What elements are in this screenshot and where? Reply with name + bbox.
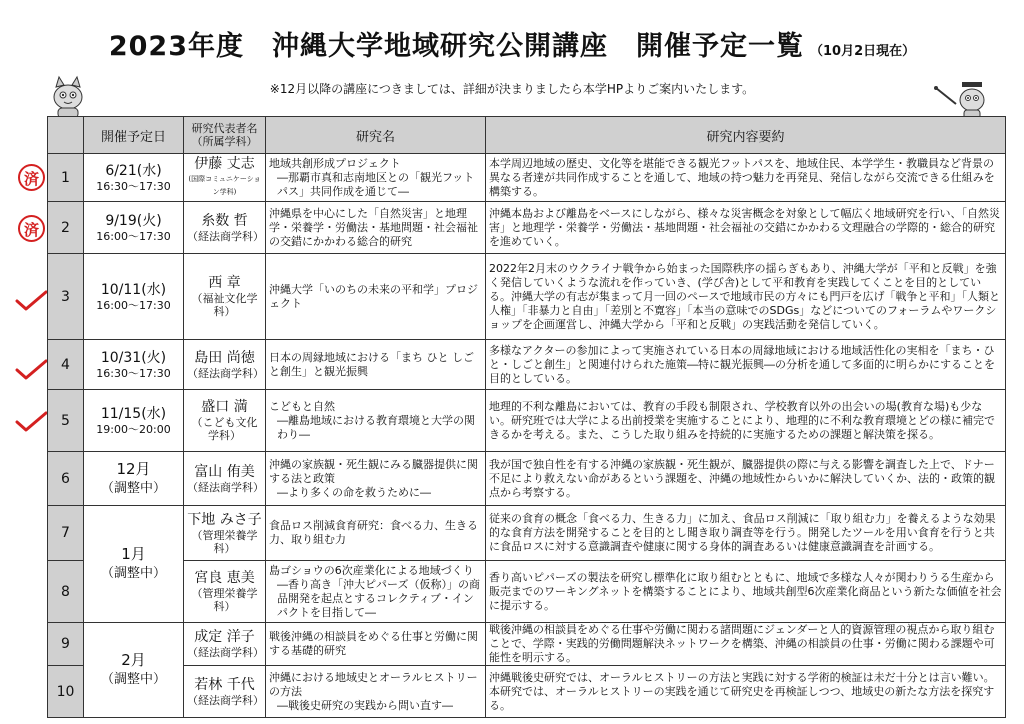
completed-mark-row-1 bbox=[14, 158, 48, 198]
row-number: 4 bbox=[48, 340, 84, 390]
header-rep-line1: 研究代表者名 bbox=[191, 122, 258, 135]
research-subtitle: ―那覇市真和志南地区との「観光フットパス」共同作成を通じて― bbox=[277, 170, 475, 198]
research-title: 沖縄大学「いのちの未来の平和学」プロジェクト bbox=[269, 282, 478, 310]
rep-name: 糸数 哲 bbox=[201, 212, 248, 229]
row-content: 我が国で独自性を有する沖縄の家族観・死生観が、臓器提供の際に与える影響を調査した上で、ドナー不足により救えない命があるという課題を、沖縄の地域性からいかに解決していくか、法的・政策的観点から考察する。 bbox=[486, 452, 1006, 506]
row-number: 3 bbox=[48, 254, 84, 340]
row-research bbox=[266, 202, 486, 254]
time-value: 16:30～17:30 bbox=[96, 179, 171, 193]
header-date: 開催予定日 bbox=[84, 117, 184, 154]
research-title: 日本の周縁地域における「まち ひと しごと創生」と観光振興 bbox=[269, 350, 474, 378]
row-date bbox=[84, 340, 184, 390]
rep-dept: （こども文化学科） bbox=[191, 416, 258, 442]
row-research bbox=[266, 506, 486, 561]
rep-dept: （経法商学科） bbox=[187, 693, 264, 707]
date-value: 10/31(火) bbox=[100, 349, 167, 366]
date-value: 6/21(水) bbox=[105, 162, 162, 179]
table-row bbox=[48, 623, 1006, 666]
research-title: 食品ロス削減食育研究：食べる力、生きる力、取り組む力 bbox=[269, 519, 478, 546]
row-research bbox=[266, 154, 486, 202]
date-value: 1月 bbox=[121, 545, 146, 563]
table-row bbox=[48, 666, 1006, 718]
research-title: 島ゴショウの6次産業化による地域づくり bbox=[269, 563, 474, 577]
row-content: 地理的不利な離島においては、教育の手段も制限され、学校教育以外の出会いの場(教育な場)も少ない。研究班では大学による出前授業を実施することにより、地理的に不利な教育環境とどの様に補完できるかを考える。また、こうした取り組みを持続的に実施するための課題と解決策を探る。 bbox=[486, 390, 1006, 452]
row-content: 戦後沖縄の相談員をめぐる仕事や労働に関わる諸問題にジェンダーと人的資源管理の視点から取り組むことで、学際・実践的労働問題解決ネットワークを構築、沖縄の相談員の仕事・労働に関わる課題や可能性を明示する。 bbox=[486, 623, 1006, 666]
row-date bbox=[84, 254, 184, 340]
row-research bbox=[266, 623, 486, 666]
check-mark-row-3 bbox=[14, 287, 48, 327]
row-number: 7 bbox=[48, 506, 84, 561]
row-research bbox=[266, 452, 486, 506]
header-content: 研究内容要約 bbox=[486, 117, 1006, 154]
rep-dept: （経法商学科） bbox=[187, 229, 264, 243]
time-value: 16:30～17:30 bbox=[96, 366, 171, 380]
date-note: （調整中） bbox=[100, 566, 166, 581]
rep-name: 若林 千代 bbox=[194, 676, 255, 693]
date-value: 2月 bbox=[121, 651, 146, 669]
rep-name: 富山 侑美 bbox=[194, 463, 255, 480]
rep-dept: （管理栄養学科） bbox=[191, 587, 258, 613]
row-content: 2022年2月末のウクライナ戦争から始まった国際秩序の揺らぎもあり、沖縄大学が「平和と反戦」を強く発信していくような流れを作っていき、(学び舎)として平和教育を実践してくことを目的としている。沖縄大学の有志が集まって月一回のペースで地域市民の方々にも門戸を広げ「戦争と平和」「人類と人権」「非暴力と自由」「差別と不寛容」「本当の意味でのSDGs」などについてのフォーラムやワークショップを企画運営し、沖縄大学から「平和と反戦」の実践活動を発信していく。 bbox=[486, 254, 1006, 340]
merged-date-january bbox=[84, 506, 184, 623]
notice-text: ※12月以降の講座につきましては、詳細が決まりましたら本学HPよりご案内いたします。 bbox=[269, 82, 755, 96]
rep-dept: （福祉文化学科） bbox=[191, 292, 258, 318]
row-content: 沖縄戦後史研究では、オーラルヒストリーの方法と実践に対する学術的検証は未だ十分とは言い難い。本研究では、オーラルヒストリーの実践を通じて研究史を再検証しつつ、地域史の新たな方法を探究する。 bbox=[486, 666, 1006, 718]
table-row bbox=[48, 390, 1006, 452]
rep-name: 伊藤 丈志 bbox=[194, 156, 255, 172]
row-number: 6 bbox=[48, 452, 84, 506]
rep-name: 下地 みさ子 bbox=[187, 511, 262, 528]
row-content: 従来の食育の概念「食べる力、生きる力」に加え、食品ロス削減に「取り組む力」を養えるような効果的な食育方法を開発することを目的とし聞き取り調査等を行う。開発したツールを用い食育を行うと共に食品ロスに対する意識調査や健康に関する身体的調査あるいは健康意識調査を計画する。 bbox=[486, 506, 1006, 561]
row-content: 本学周辺地域の歴史、文化等を堪能できる観光フットパスを、地域住民、本学学生・教職員など背景の異なる者達が共同作成することを通して、地域の持つ魅力を再発見、発信しながら交流できる仕組みを構築する。 bbox=[486, 154, 1006, 202]
row-date bbox=[84, 452, 184, 506]
check-icon bbox=[14, 358, 48, 380]
header-number bbox=[48, 117, 84, 154]
research-title: 地域共創形成プロジェクト bbox=[269, 156, 401, 170]
row-content: 沖縄本島および離島をベースにしながら、様々な災害概念を対象として幅広く地域研究を行い、「自然災害」と地理学・栄養学・労働法・基地問題・社会福祉の交錯にかかわる文理融合の学際的・総合的研究を進めていく。 bbox=[486, 202, 1006, 254]
as-of-date: （10月2日現在） bbox=[810, 44, 916, 59]
check-mark-row-4 bbox=[14, 356, 48, 396]
done-stamp-icon: 済 bbox=[18, 215, 45, 242]
row-research bbox=[266, 561, 486, 623]
research-title: 沖縄県を中心にした「自然災害」と地理学・栄養学・労働法・基地問題・社会福祉の交錯にかかわる総合的研究 bbox=[269, 206, 478, 248]
row-representative bbox=[184, 340, 266, 390]
date-note: （調整中） bbox=[100, 672, 166, 687]
research-subtitle: ―戦後史研究の実践から問い直す― bbox=[277, 698, 453, 712]
date-value: 9/19(火) bbox=[105, 212, 162, 229]
rep-name: 宮良 恵美 bbox=[194, 570, 255, 586]
row-research bbox=[266, 340, 486, 390]
header-representative bbox=[184, 117, 266, 154]
row-representative bbox=[184, 202, 266, 254]
check-icon bbox=[14, 289, 48, 311]
table-row bbox=[48, 254, 1006, 340]
row-representative bbox=[184, 452, 266, 506]
row-number: 5 bbox=[48, 390, 84, 452]
completed-mark-row-2 bbox=[14, 207, 48, 247]
header-rep-line2: （所属学科） bbox=[191, 135, 258, 148]
research-subtitle: ―香り高き「沖大ピパーズ（仮称）」の商品開発を起点とするコレクティブ・インパクトを目指して― bbox=[277, 577, 480, 619]
row-representative bbox=[184, 254, 266, 340]
rep-name: 成定 洋子 bbox=[194, 629, 255, 645]
title-text: 2023年度 沖縄大学地域研究公開講座 開催予定一覧 bbox=[108, 31, 804, 62]
rep-dept: (国際コミュニケーション学科) bbox=[188, 175, 261, 196]
date-value: 12月 bbox=[116, 459, 151, 478]
page-title bbox=[0, 24, 1024, 63]
schedule-table bbox=[47, 116, 1006, 718]
date-note: （調整中） bbox=[100, 480, 166, 496]
table-row bbox=[48, 202, 1006, 254]
row-research bbox=[266, 666, 486, 718]
table-row bbox=[48, 340, 1006, 390]
row-representative bbox=[184, 666, 266, 718]
table-row bbox=[48, 452, 1006, 506]
time-value: 16:00～17:30 bbox=[96, 229, 171, 243]
row-representative bbox=[184, 390, 266, 452]
row-research bbox=[266, 254, 486, 340]
row-date bbox=[84, 154, 184, 202]
time-value: 16:00～17:30 bbox=[96, 298, 171, 312]
done-stamp-icon: 済 bbox=[18, 164, 45, 191]
row-date bbox=[84, 390, 184, 452]
row-representative bbox=[184, 506, 266, 561]
header-research: 研究名 bbox=[266, 117, 486, 154]
merged-date-february bbox=[84, 623, 184, 718]
time-value: 19:00～20:00 bbox=[96, 422, 171, 436]
research-title: 戦後沖縄の相談員をめぐる仕事と労働に関する基礎的研究 bbox=[269, 630, 478, 657]
row-number: 1 bbox=[48, 154, 84, 202]
rep-dept: （管理栄養学科） bbox=[191, 528, 258, 555]
rep-dept: （経法商学科） bbox=[187, 366, 264, 380]
row-number: 10 bbox=[48, 666, 84, 718]
row-date bbox=[84, 202, 184, 254]
rep-name: 島田 尚徳 bbox=[194, 349, 255, 366]
rep-dept: （経法商学科） bbox=[187, 480, 264, 494]
row-number: 2 bbox=[48, 202, 84, 254]
row-representative bbox=[184, 561, 266, 623]
table-row bbox=[48, 154, 1006, 202]
table-row bbox=[48, 561, 1006, 623]
date-value: 10/11(水) bbox=[100, 281, 167, 298]
row-representative bbox=[184, 154, 266, 202]
research-title: 沖縄の家族観・死生観にみる臓器提供に関する法と政策 bbox=[269, 457, 478, 485]
header-row bbox=[48, 117, 1006, 154]
check-icon bbox=[14, 410, 48, 432]
research-title: こどもと自然 bbox=[269, 399, 335, 413]
research-title: 沖縄における地域史とオーラルヒストリーの方法 bbox=[269, 670, 478, 698]
rep-name: 西 章 bbox=[208, 275, 241, 291]
date-value: 11/15(水) bbox=[100, 405, 167, 422]
row-content: 香り高いピパーズの製法を研究し標準化に取り組むとともに、地域で多様な人々が関わりうる生産から販売までのワーキングネットを構築することにより、地域共創型6次産業化商品という新たな価値を社会に提示する。 bbox=[486, 561, 1006, 623]
table-row bbox=[48, 506, 1006, 561]
check-mark-row-5 bbox=[14, 408, 48, 448]
row-content: 多様なアクターの参加によって実施されている日本の周縁地域における地域活性化の実相を「まち・ひと・しごと創生」と関連付けられた施策―特に観光振興―の分析を通して多面的に明らかにすることを目的としている。 bbox=[486, 340, 1006, 390]
research-subtitle: ―より多くの命を救うために― bbox=[277, 485, 431, 499]
row-research bbox=[266, 390, 486, 452]
row-number: 9 bbox=[48, 623, 84, 666]
research-subtitle: ―離島地域における教育環境と大学の関わり― bbox=[277, 413, 475, 441]
rep-dept: （経法商学科） bbox=[187, 646, 264, 659]
rep-name: 盛口 満 bbox=[201, 399, 248, 415]
row-representative bbox=[184, 623, 266, 666]
row-number: 8 bbox=[48, 561, 84, 623]
